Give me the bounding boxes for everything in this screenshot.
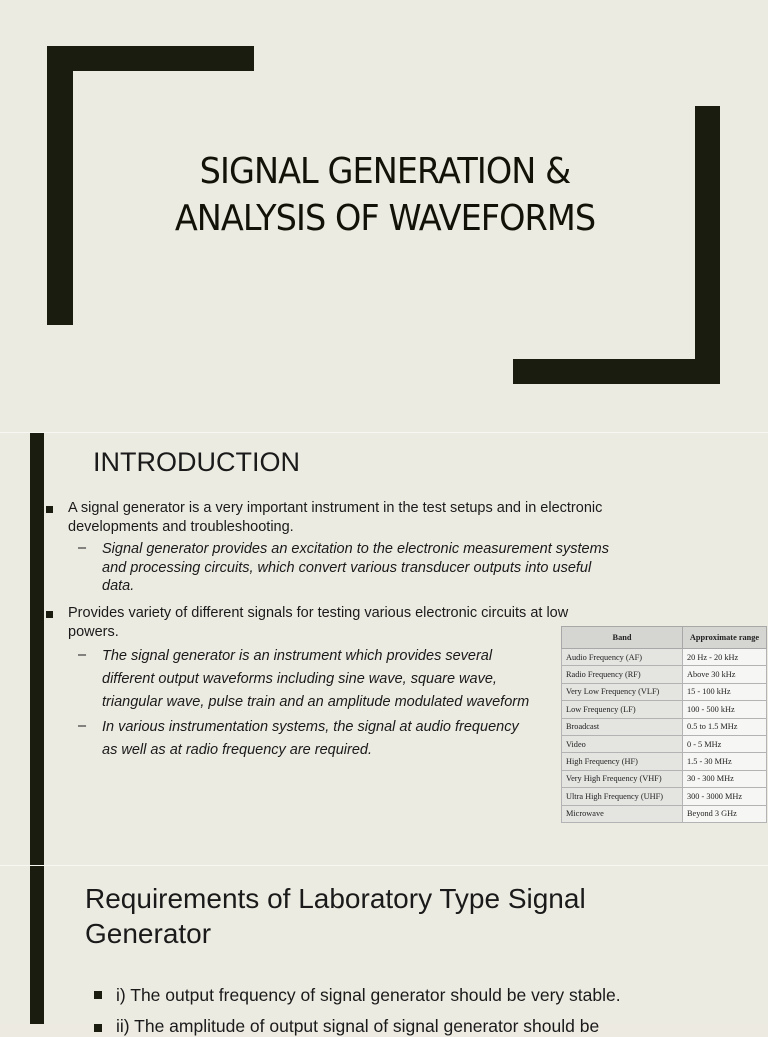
- slide-heading: INTRODUCTION: [93, 447, 300, 477]
- bullet-line: A signal generator is a very important instrument in the test setups and in electronic: [68, 500, 603, 516]
- slide-heading: [85, 881, 685, 951]
- table-row: [562, 683, 767, 700]
- sub-bullet-line: In various instrumentation systems, the signal at audio frequency: [102, 719, 519, 735]
- band-range-cell: 15 - 100 kHz: [683, 683, 767, 700]
- band-range-cell: 100 - 500 kHz: [683, 701, 767, 718]
- band-name-cell: Audio Frequency (AF): [562, 649, 683, 666]
- band-name-cell: Very Low Frequency (VLF): [562, 683, 683, 700]
- band-range-cell: 1.5 - 30 MHz: [683, 753, 767, 770]
- sub-bullet-line: Signal generator provides an excitation to the electronic measurement systems: [102, 541, 609, 557]
- sub-bullet-text: [102, 540, 609, 596]
- bullet-square: [46, 506, 53, 513]
- requirement-item: ii) The amplitude of output signal of signal generator should be: [116, 1016, 600, 1036]
- table-row: [562, 701, 767, 718]
- requirement-item: i) The output frequency of signal generator should be very stable.: [116, 985, 621, 1005]
- frequency-band-table: [561, 626, 767, 823]
- band-name-cell: Low Frequency (LF): [562, 701, 683, 718]
- band-name-cell: Broadcast: [562, 718, 683, 735]
- table-header-band: Band: [562, 627, 683, 649]
- band-name-cell: Microwave: [562, 805, 683, 822]
- sub-bullet-line: The signal generator is an instrument which provides several: [102, 648, 493, 664]
- sub-bullet-text: [102, 716, 519, 762]
- frame-bottom-right-horizontal: [513, 359, 720, 384]
- left-accent-bar: [30, 433, 44, 865]
- table-row: [562, 718, 767, 735]
- table-header-row: [562, 627, 767, 649]
- sub-bullet-text: [102, 645, 529, 714]
- frame-top-left-horizontal: [47, 46, 254, 71]
- slide-title-line-1: SIGNAL GENERATION &: [199, 151, 571, 192]
- sub-bullet-line: data.: [102, 578, 135, 594]
- table-row: [562, 753, 767, 770]
- sub-bullet-dash: –: [78, 540, 87, 556]
- band-range-cell: 300 - 3000 MHz: [683, 788, 767, 805]
- bullet-text: [68, 499, 653, 536]
- band-name-cell: Video: [562, 735, 683, 752]
- slide-title: [101, 148, 668, 242]
- band-range-cell: 0.5 to 1.5 MHz: [683, 718, 767, 735]
- table-row: [562, 649, 767, 666]
- band-name-cell: Ultra High Frequency (UHF): [562, 788, 683, 805]
- table-header-range: Approximate range: [683, 627, 767, 649]
- heading-line: Requirements of Laboratory Type Signal: [85, 883, 586, 914]
- table-row: [562, 735, 767, 752]
- bullet-square: [46, 611, 53, 618]
- frame-bottom-right-vertical: [695, 106, 720, 384]
- sub-bullet-line: as well as at radio frequency are required.: [102, 742, 373, 758]
- bullet-square: [94, 991, 102, 999]
- introduction-slide: [0, 433, 768, 865]
- band-range-cell: 20 Hz - 20 kHz: [683, 649, 767, 666]
- sub-bullet-dash: –: [78, 647, 87, 663]
- sub-bullet-dash: –: [78, 718, 87, 734]
- band-range-cell: Above 30 kHz: [683, 666, 767, 683]
- table-body: [562, 649, 767, 823]
- sub-bullet-line: different output waveforms including sine wave, square wave,: [102, 671, 497, 687]
- left-accent-bar: [30, 866, 44, 1024]
- bullet-square: [94, 1024, 102, 1032]
- table-row: [562, 666, 767, 683]
- band-name-cell: Very High Frequency (VHF): [562, 770, 683, 787]
- band-range-cell: 30 - 300 MHz: [683, 770, 767, 787]
- sub-bullet-line: triangular wave, pulse train and an amplitude modulated waveform: [102, 694, 530, 710]
- table-row: [562, 805, 767, 822]
- heading-line: Generator: [85, 918, 212, 949]
- bullet-line: developments and troubleshooting.: [68, 518, 294, 535]
- slide-title-line-2: ANALYSIS OF WAVEFORMS: [174, 198, 596, 239]
- bullet-line: powers.: [68, 623, 119, 640]
- title-slide: [0, 0, 768, 432]
- band-name-cell: High Frequency (HF): [562, 753, 683, 770]
- table-row: [562, 770, 767, 787]
- band-range-cell: Beyond 3 GHz: [683, 805, 767, 822]
- frame-top-left-vertical: [47, 46, 73, 325]
- band-range-cell: 0 - 5 MHz: [683, 735, 767, 752]
- band-name-cell: Radio Frequency (RF): [562, 666, 683, 683]
- sub-bullet-line: and processing circuits, which convert various transducer outputs into useful: [102, 559, 592, 576]
- table-row: [562, 788, 767, 805]
- bullet-line: Provides variety of different signals for testing various electronic circuits at low: [68, 605, 569, 621]
- requirements-slide: [0, 866, 768, 1036]
